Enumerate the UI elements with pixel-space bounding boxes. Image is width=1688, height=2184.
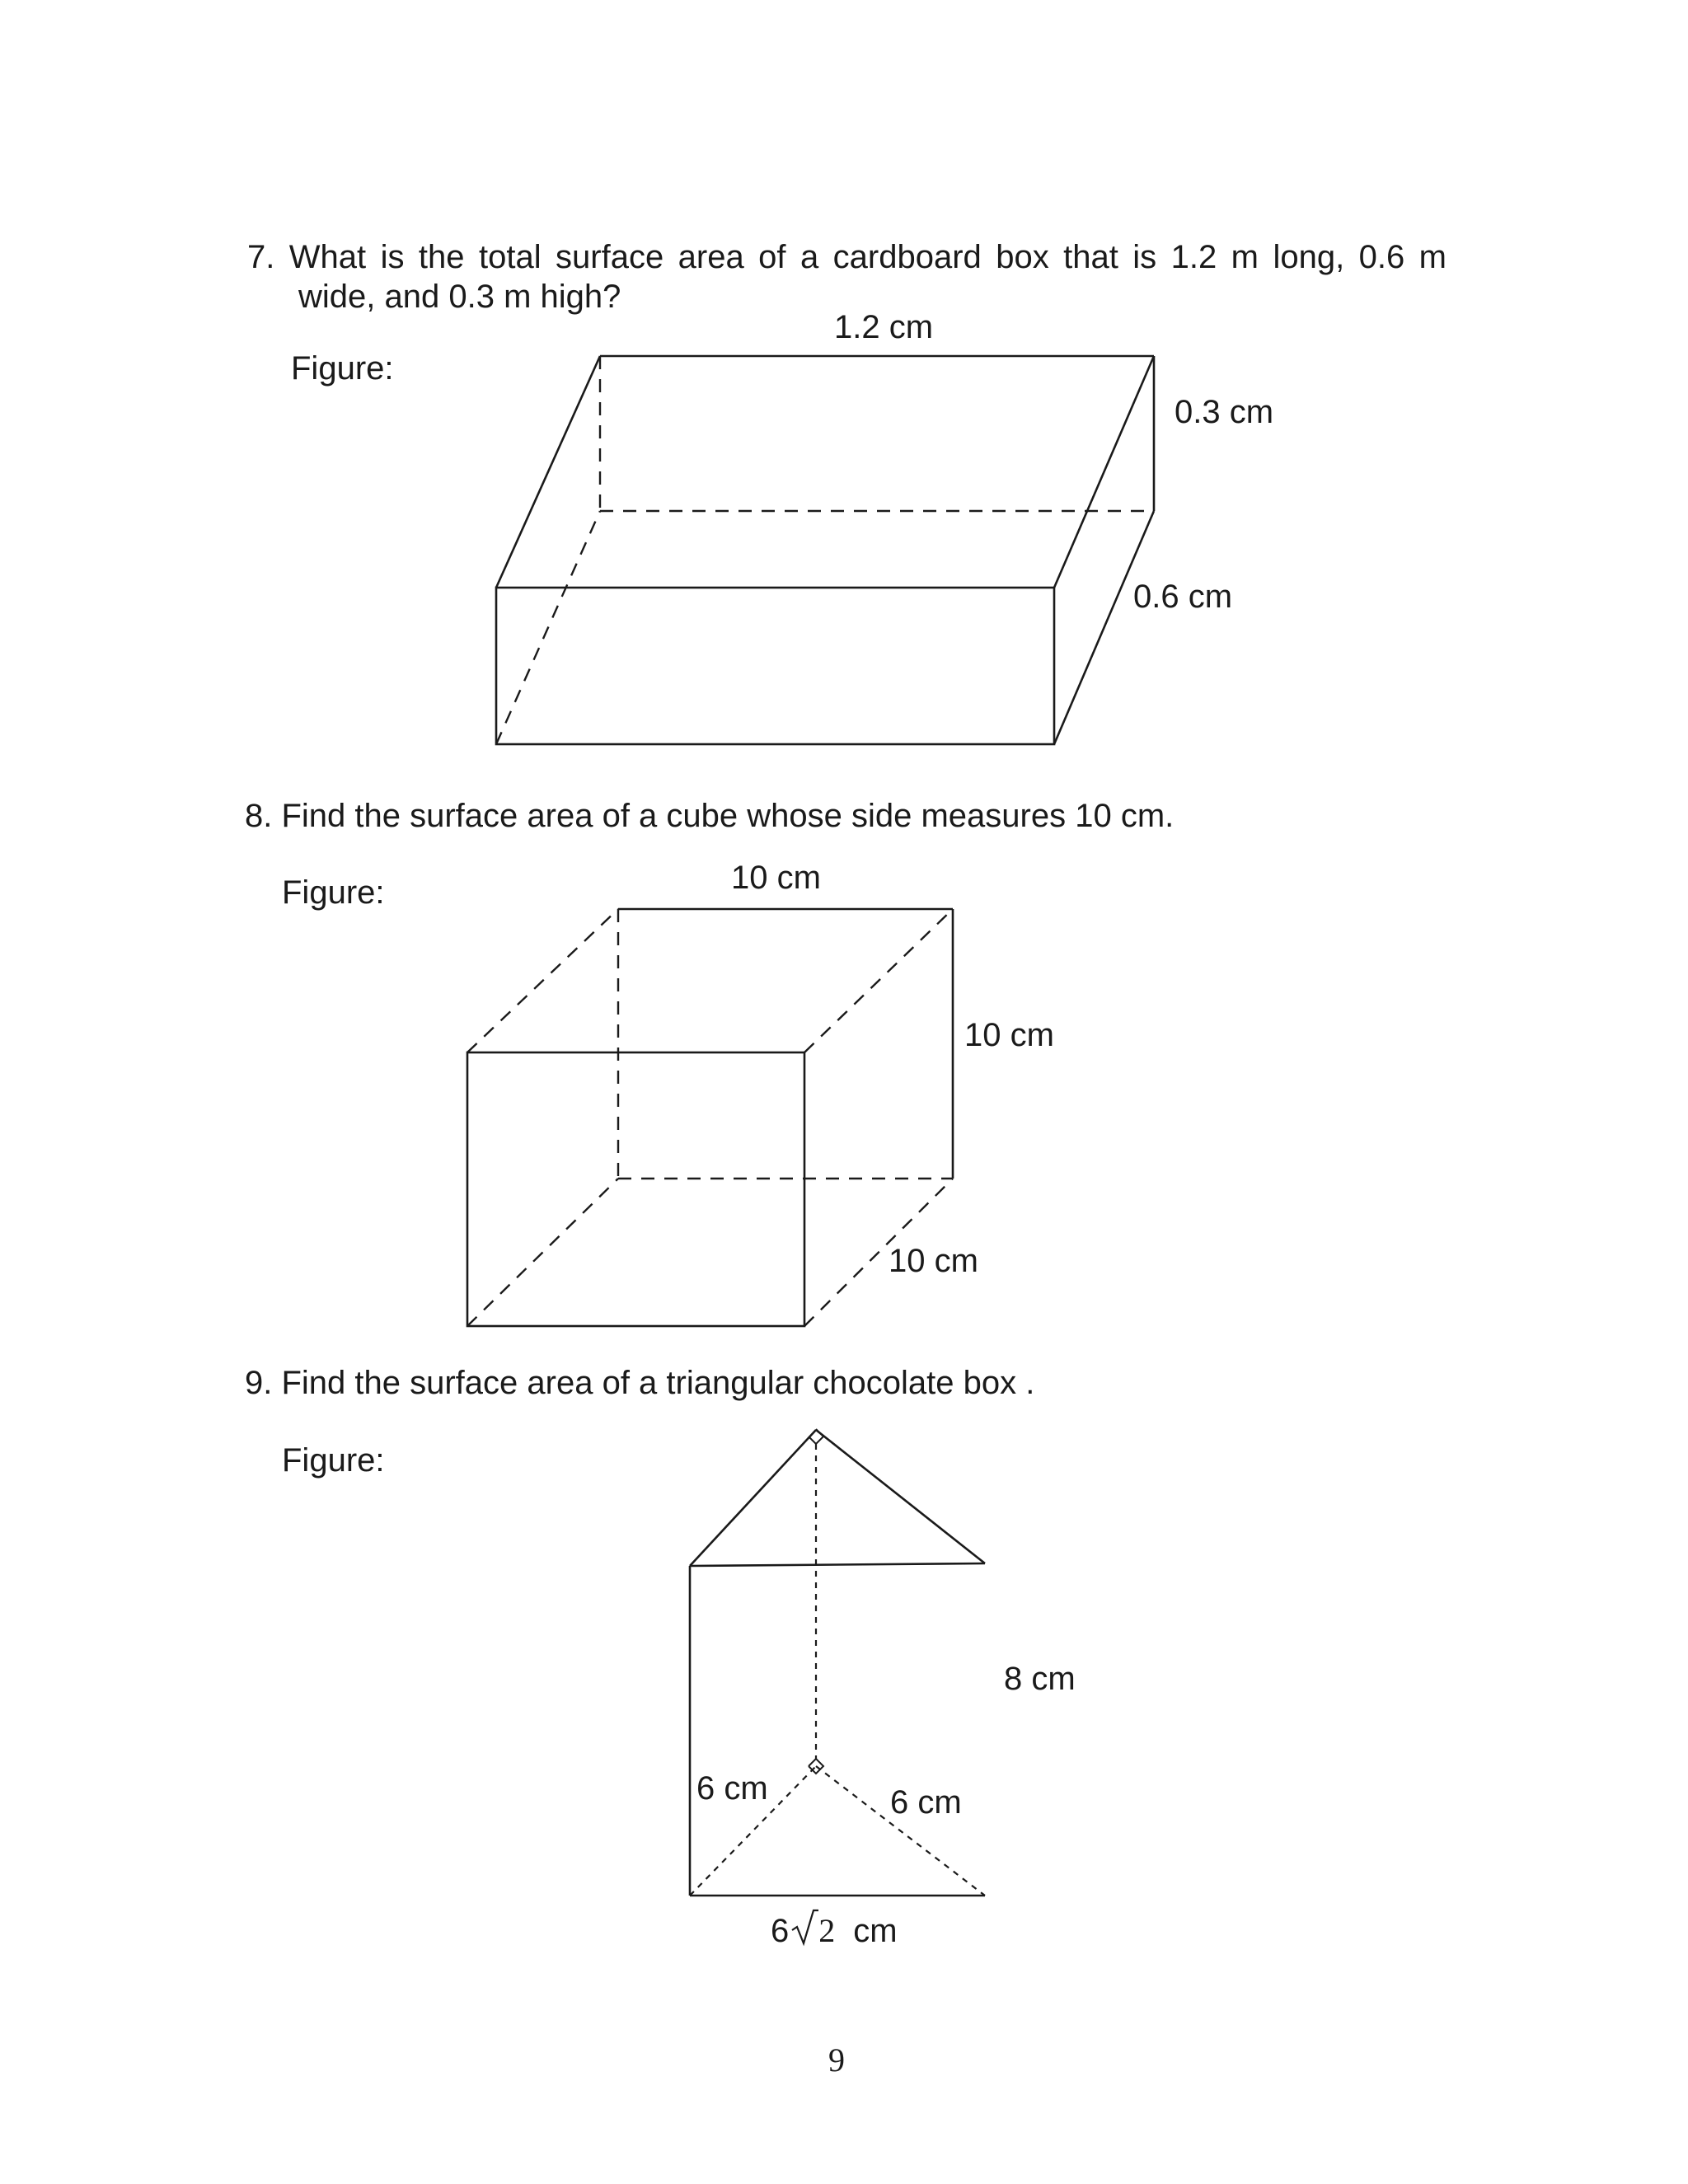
prism-base-unit: cm (853, 1913, 898, 1949)
prism-top-base-edge (690, 1563, 985, 1566)
question-8-text: 8. Find the surface area of a cube whose side measures 10 cm. (245, 798, 1175, 834)
box-width-label: 0.6 cm (1133, 579, 1233, 615)
box-height-label: 0.3 cm (1175, 394, 1274, 430)
prism-right-leg-label: 6 cm (890, 1784, 962, 1821)
question-7-text-line1: 7. What is the total surface area of a cardboard box that is 1.2 m long, 0.6 m (247, 239, 1447, 275)
prism-height-label: 8 cm (1004, 1661, 1076, 1697)
question-7-text-line2: wide, and 0.3 m high? (298, 279, 621, 315)
cube-side-label: 10 cm (964, 1017, 1054, 1053)
prism-hidden-bottom-left-edge (690, 1766, 816, 1896)
prism-base-coefficient: 6 (771, 1913, 790, 1949)
question-7-figure-label: Figure: (291, 350, 394, 387)
prism-top-left-edge (690, 1430, 816, 1566)
prism-left-leg-label: 6 cm (696, 1770, 768, 1807)
question-8-figure-label: Figure: (282, 874, 385, 911)
prism-top-right-edge (816, 1430, 985, 1563)
box-length-label: 1.2 cm (834, 309, 934, 345)
question-9-figure-label: Figure: (282, 1442, 385, 1479)
question-9-text: 9. Find the surface area of a triangular chocolate box . (245, 1365, 1035, 1401)
prism-hidden-bottom-right-edge (816, 1766, 985, 1896)
prism-base-radicand: 2 (818, 1912, 836, 1949)
cube-depth-label: 10 cm (889, 1243, 978, 1279)
page-number: 9 (828, 2041, 845, 2079)
cube-top-label: 10 cm (731, 860, 821, 896)
